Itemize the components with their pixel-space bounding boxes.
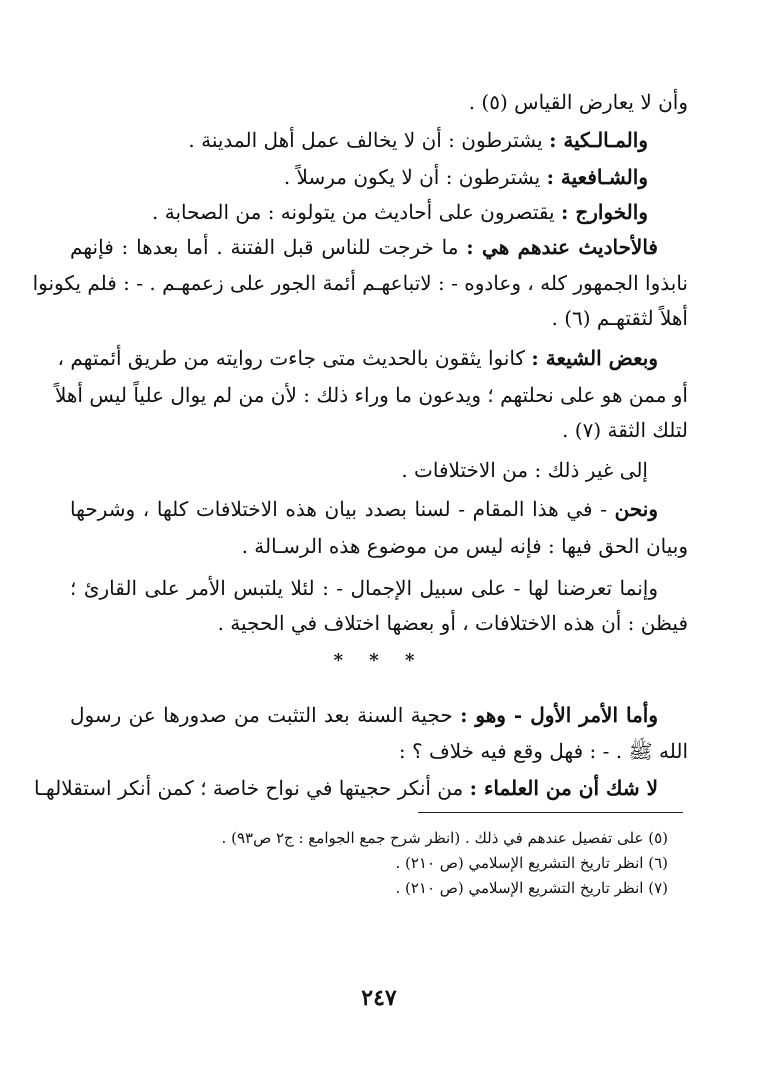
text-line-1 xyxy=(70,87,688,117)
text-line-10 xyxy=(70,415,688,445)
line-heading: والمـالـكية : xyxy=(549,128,648,152)
line-text: يشترطون : أن لا يكون مرسلاً . xyxy=(283,165,547,189)
text-line-17 xyxy=(70,736,688,766)
line-heading: ونحن xyxy=(614,497,658,521)
text-line-14 xyxy=(70,573,658,603)
line-heading: والشـافعية : xyxy=(546,165,648,189)
text-line-11 xyxy=(70,455,648,485)
text-line-7 xyxy=(70,303,688,333)
footnote-6: (٦) انظر تاريخ التشريع الإسلامي (ص ٢١٠) . xyxy=(395,854,668,872)
line-text: فيظن : أن هذه الاختلافات ، أو بعضها اختلاف في الحجية . xyxy=(217,611,688,635)
line-heading: وأما الأمر الأول - وهو : xyxy=(460,703,659,727)
section-separator: * * * xyxy=(333,650,425,671)
line-text: الله ﷺ . - : فهل وقع فيه خلاف ؟ : xyxy=(398,739,688,763)
line-text: يشترطون : أن لا يخالف عمل أهل المدينة . xyxy=(188,128,550,152)
line-text: من أنكر حجيتها في نواح خاصة ؛ كمن أنكر استقلالهـا xyxy=(33,776,470,800)
text-line-18 xyxy=(33,773,658,803)
line-text: لتلك الثقة (٧) . xyxy=(562,418,688,442)
footnote-5: (٥) على تفصيل عندهم في ذلك . (انظر شرح جمع الجوامع : ج٢ ص٩٣) . xyxy=(221,829,668,847)
line-heading: لا شك أن من العلماء : xyxy=(469,776,658,800)
text-line-3 xyxy=(70,162,648,192)
line-text: أو ممن هو على نحلتهم ؛ ويدعون ما وراء ذلك : لأن من لم يوال علياً ليس أهلاً xyxy=(54,383,688,407)
line-text: - في هذا المقام - لسنا بصدد بيان هذه الاختلافات كلها ، وشرحها xyxy=(70,497,615,521)
text-line-16 xyxy=(70,700,658,730)
text-line-8 xyxy=(57,343,658,373)
text-line-2 xyxy=(70,125,648,155)
line-heading: والخوارج : xyxy=(560,200,648,224)
text-line-13 xyxy=(70,531,688,561)
footnote-7: (٧) انظر تاريخ التشريع الإسلامي (ص ٢١٠) . xyxy=(395,879,668,897)
text-line-5 xyxy=(70,232,658,262)
text-line-6 xyxy=(32,268,688,298)
line-text: ما خرجت للناس قبل الفتنة . أما بعدها : فإنهم xyxy=(70,235,467,259)
line-text: نابذوا الجمهور كله ، وعادوه - : لاتباعهـم أئمة الجور على زعمهـم . - : فلم يكونوا xyxy=(32,271,688,295)
text-line-15 xyxy=(70,608,688,638)
line-text: وبيان الحق فيها : فإنه ليس من موضوع هذه الرسـالة . xyxy=(241,534,688,558)
line-text: أهلاً لثقتهـم (٦) . xyxy=(551,306,688,330)
line-text: إلى غير ذلك : من الاختلافات . xyxy=(401,458,648,482)
line-text: كانوا يثقون بالحديث متى جاءت روايته من طريق أئمتهم ، xyxy=(57,346,532,370)
text-line-9 xyxy=(54,380,688,410)
page-number: ٢٤٧ xyxy=(361,985,397,1011)
footnote-divider xyxy=(418,812,683,813)
line-text: حجية السنة بعد التثبت من صدورها عن رسول xyxy=(70,703,461,727)
text-line-12 xyxy=(70,494,658,524)
line-text: وإنما تعرضنا لها - على سبيل الإجمال - : لئلا يلتبس الأمر على القارئ ؛ xyxy=(70,576,658,600)
line-text: وأن لا يعارض القياس (٥) . xyxy=(468,90,688,114)
line-heading: وبعض الشيعة : xyxy=(531,346,658,370)
line-text: يقتصرون على أحاديث من يتولونه : من الصحابة . xyxy=(152,200,561,224)
text-line-4 xyxy=(70,197,648,227)
line-heading: فالأحاديث عندهم هي : xyxy=(466,235,658,259)
